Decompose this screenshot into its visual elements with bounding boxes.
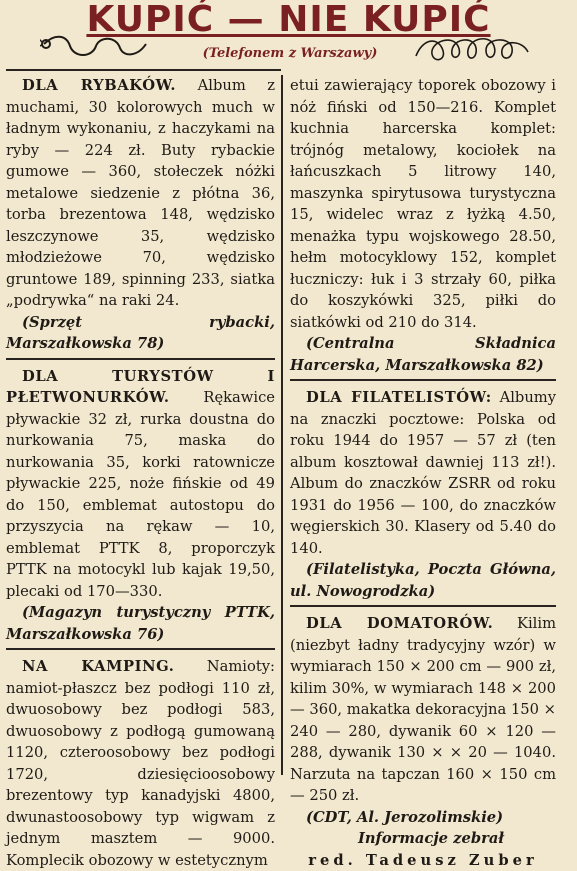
scribble-doodle-icon [412, 30, 532, 68]
section-kamping [6, 656, 275, 871]
article-title: KUPIĆ — NIE KUPIĆ [0, 0, 577, 42]
section-text: Rękawice pływackie 32 zł, rurka doustna do nurkowania 75, maska do nurkowania 35, korki ratownicze pływackie 225, noże fińskie od 49 do 150, emblemat autostopu do przyszycia na rękaw — 10, emblemat PTTK 8, proporczyk PTTK na motocykl lub kajak 19,50, plecaki od 170—330. [6, 389, 275, 600]
left-column [6, 75, 275, 871]
section-rule [6, 358, 275, 360]
section-turystow [6, 366, 275, 603]
section-heading: DLA RYBAKÓW. [22, 77, 176, 94]
section-rule [6, 648, 275, 650]
section-rybakow [6, 75, 275, 312]
section-kamping-continued: etui zawierający toporek obozowy i nóż fiński od 150—216. Komplet kuchnia harcerska komplet: trójnóg metalowy, kociołek na łańcuszkach 5 litrowy 140, maszynka spirytusowa turystyczna 15, widelec wraz z łyżką 4.50, menażka typu wojskowego 28.50, hełm motocyklowy 152, komplet łuczniczy: łuk i 3 strzały 60, piłka do koszykówki 325, piłki do siatkówki od 210 do 314. [290, 75, 556, 333]
column-top-rule [6, 69, 281, 71]
section-text: Kilim (niezbyt ładny tradycyjny wzór) w wymiarach 150 × 200 cm — 900 zł, kilim 30%, w wymiarach 148 × 200 — 360, makatka dekoracyjna 150 × 240 — 280, dywanik 60 × 120 — 288, dywanik 130 × × 20 — 1040. Narzuta na tapczan 160 × 150 cm — 250 zł. [290, 615, 556, 804]
editor-signature: red. Tadeusz Zuber [290, 850, 556, 871]
byline: (Telefonem z Warszawy) [180, 46, 400, 61]
section-heading: DLA TURYSTÓW I PŁETWONURKÓW. [6, 368, 275, 407]
section-rule [290, 605, 556, 607]
section-text: Album z muchami, 30 kolorowych much w ładnym wykonaniu, z haczykami na ryby — 224 zł. Buty rybackie gumowe — 360, stołeczek nóżki metalowe siedzenie z płótna 36, torba brezentowa 148, wędzisko leszczynowe 35, wędzisko młodzieżowe 70, wędzisko gruntowe 189, spinning 233, siatka „podrywka“ na raki 24. [6, 77, 275, 309]
section-heading: NA KAMPING. [22, 658, 174, 675]
section-text: Namioty: namiot-płaszcz bez podłogi 110 zł, dwuosobowy bez podłogi 583, dwuosobowy z podłogą gumowaną 1120, czteroosobowy bez podłogi 1720, dziesięcioosobowy brezentowy typ kanadyjski 4800, dwunastoosobowy typ wigwam z jednym masztem — 9000. Komplecik obozowy w estetycznym [6, 658, 275, 869]
section-source: (Sprzęt rybacki, Marszałkowska 78) [6, 312, 275, 355]
collected-by-note: Informacje zebrał [290, 828, 556, 850]
section-text: Albumy na znaczki pocztowe: Polska od roku 1944 do 1957 — 57 zł (ten album kosztował dawniej 113 zł!). Album do znaczków ZSRR od roku 1931 do 1956 — 100, do znaczków węgierskich 30. Klasery od 5.40 do 140. [290, 389, 556, 557]
section-source: (Centralna Składnica Harcerska, Marszałkowska 82) [290, 333, 556, 376]
snake-doodle-icon [40, 32, 150, 64]
section-source: (Filatelistyka, Poczta Główna, ul. Nowogrodzka) [290, 559, 556, 602]
section-rule [290, 379, 556, 381]
section-filatelistow [290, 387, 556, 559]
section-source: (Magazyn turystyczny PTTK, Marszałkowska 76) [6, 602, 275, 645]
section-domatorow [290, 613, 556, 807]
section-source: (CDT, Al. Jerozolimskie) [290, 807, 556, 829]
section-heading: DLA FILATELISTÓW: [306, 389, 492, 406]
column-divider [281, 75, 283, 775]
right-column [290, 75, 556, 871]
section-heading: DLA DOMATORÓW. [306, 615, 493, 632]
